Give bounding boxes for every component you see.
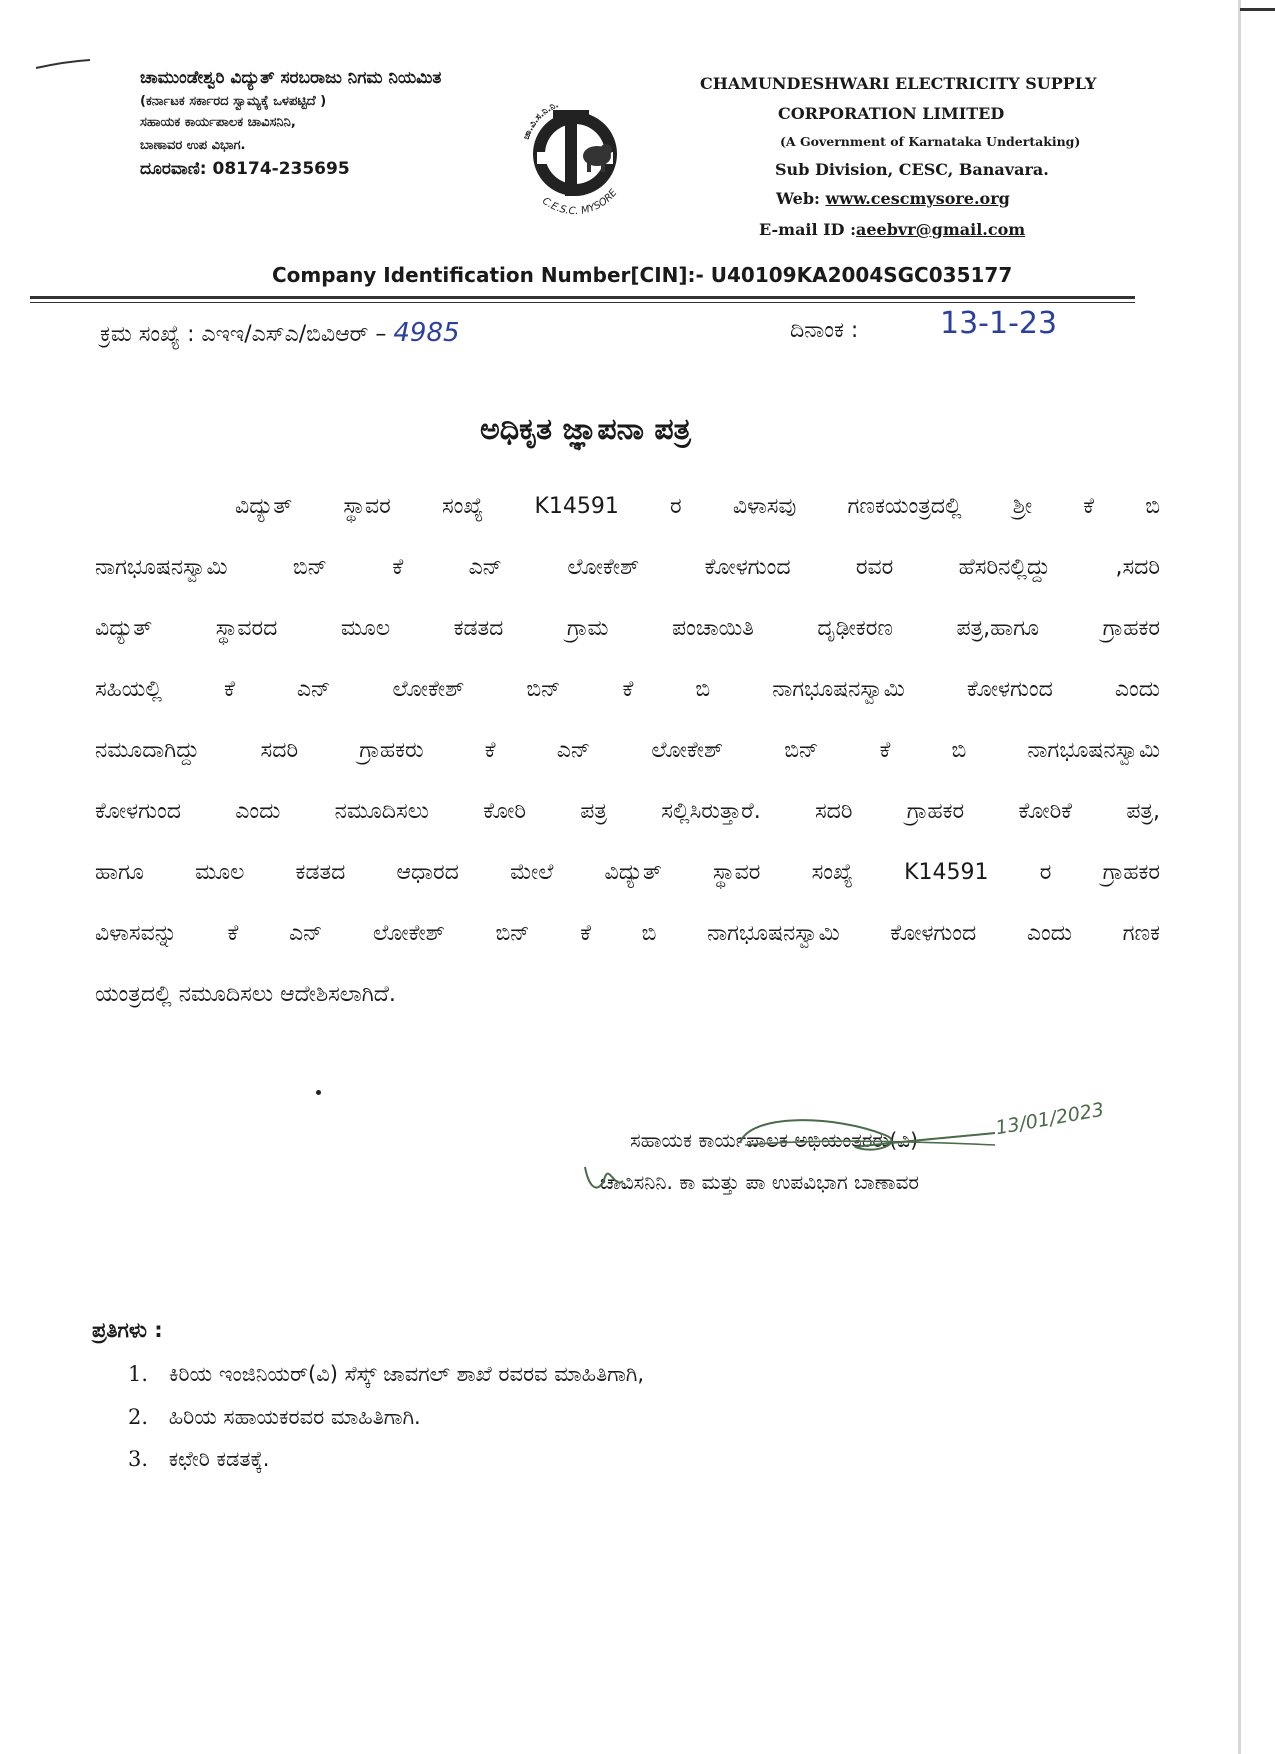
body-line: ನಾಗಭೂಷನಸ್ವಾಮಿ ಬಿನ್ ಕೆ ಎನ್ ಲೋಕೇಶ್ ಕೋಳಗುಂದ ರವರ ಹೆಸರಿನಲ್ಲಿದ್ದು ,ಸದರಿ [95,555,1160,580]
header-kannada [140,68,441,179]
copies-heading-label: ಪ್ರತಿಗಳು : [92,1318,163,1342]
scan-mark [1240,8,1275,11]
header-rule-thick [30,296,1135,299]
copy-item-text: ಕಛೇರಿ ಕಡತಕ್ಕೆ. [168,1447,270,1471]
header-rule-thin [30,302,1135,303]
copy-item-number: 2. [128,1405,149,1429]
body-line: ನಮೂದಾಗಿದ್ದು ಸದರಿ ಗ್ರಾಹಕರು ಕೆ ಎನ್ ಲೋಕೇಶ್ ಬಿನ್ ಕೆ ಬಿ ನಾಗಭೂಷನಸ್ವಾಮಿ [95,738,1160,763]
copies-heading [92,1318,163,1343]
reference-label: ಕ್ರಮ ಸಂಖ್ಯೆ : ಎಇಇ/ಎಸ್ಎ/ಬಿವಿಆರ್ – [100,322,387,347]
email-link[interactable]: aeebvr@gmail.com [856,220,1026,239]
copy-item-text: ಕಿರಿಯ ಇಂಜಿನಿಯರ್(ವಿ) ಸೆಸ್ಕ್ ಜಾವಗಲ್ ಶಾಖೆ ರವರವ ಮಾಹಿತಿಗಾಗಿ, [168,1362,645,1386]
body-line: ಹಾಗೂ ಮೂಲ ಕಡತದ ಆಧಾರದ ಮೇಲೆ ವಿದ್ಯುತ್ ಸ್ಥಾವರ ಸಂಖ್ಯೆ K14591 ರ ಗ್ರಾಹಕರ [95,860,1160,885]
email-label: E-mail ID : [759,220,856,239]
body-line: ಯಂತ್ರದಲ್ಲಿ ನಮೂದಿಸಲು ಆದೇಶಿಸಲಾಗಿದೆ. [95,982,396,1007]
web-label: Web: [776,189,820,208]
body-line: ವಿಳಾಸವನ್ನು ಕೆ ಎನ್ ಲೋಕೇಶ್ ಬಿನ್ ಕೆ ಬಿ ನಾಗಭೂಷನಸ್ವಾಮಿ ಕೋಳಗುಂದ ಎಂದು ಗಣಕ [95,921,1160,946]
govt-undertaking-en: (A Government of Karnataka Undertaking) [780,134,1081,149]
scan-edge [1238,0,1241,1754]
body-line: ವಿದ್ಯುತ್ ಸ್ಥಾವರದ ಮೂಲ ಕಡತದ ಗ್ರಾಮ ಪಂಚಾಯಿತಿ ದೃಢೀಕರಣ ಪತ್ರ,ಹಾಗೂ ಗ್ರಾಹಕರ [95,616,1160,641]
office-line-kn: ಸಹಾಯಕ ಕಾರ್ಯಪಾಲಕ ಚಾವಿಸನಿನಿ, [140,115,296,130]
copy-item [128,1447,269,1472]
cesc-logo [505,82,645,222]
date-label: ದಿನಾಂಕ : [790,318,859,343]
email-line [759,220,1025,239]
signatory-office: ಚಾವಿಸನಿನಿ. ಕಾ ಮತ್ತು ಪಾ ಉಪವಿಭಾಗ ಬಾಣಾವರ [600,1170,919,1194]
copy-item-text: ಹಿರಿಯ ಸಹಾಯಕರವರ ಮಾಹಿತಿಗಾಗಿ. [168,1405,421,1429]
stray-dot [316,1090,321,1095]
org-name-kn: ಚಾಮುಂಡೇಶ್ವರಿ ವಿದ್ಯುತ್ ಸರಬರಾಜು ನಿಗಮ ನಿಯಮಿತ [140,68,442,88]
page-title: ಅಧಿಕೃತ ಜ್ಞಾಪನಾ ಪತ್ರ [480,412,691,447]
copy-item-number: 3. [128,1447,149,1471]
phone-line [140,159,441,179]
org-name-en-2: CORPORATION LIMITED [778,104,1005,123]
body-line: ಕೋಳಗುಂದ ಎಂದು ನಮೂದಿಸಲು ಕೋರಿ ಪತ್ರ ಸಲ್ಲಿಸಿರುತ್ತಾರೆ. ಸದರಿ ಗ್ರಾಹಕರ ಕೋರಿಕೆ ಪತ್ರ, [95,799,1160,824]
date-value: 13-1-23 [940,306,1058,341]
body-line: ವಿದ್ಯುತ್ ಸ್ಥಾವರ ಸಂಖ್ಯೆ K14591 ರ ವಿಳಾಸವು ಗಣಕಯಂತ್ರದಲ್ಲಿ ಶ್ರೀ ಕೆ ಬಿ [235,494,1160,519]
phone-label: ದೂರವಾಣಿ: [140,159,207,179]
pen-mark [34,58,94,72]
logo-ring-kn: ಚಾ.ವಿ.ಸ.ನಿ.ನಿ. [521,100,561,142]
copy-item-number: 1. [128,1362,149,1386]
copy-item [128,1405,421,1430]
govt-line-kn: (ಕರ್ನಾಟಕ ಸರ್ಕಾರದ ಸ್ವಾಮ್ಯಕ್ಕೆ ಒಳಪಟ್ಟಿದೆ ) [140,94,327,109]
web-line [776,189,1010,208]
subdivision-en: Sub Division, CESC, Banavara. [775,160,1049,179]
org-name-en-1: CHAMUNDESHWARI ELECTRICITY SUPPLY [700,74,1097,93]
logo-ring-en: C.E.S.C. MYSORE [540,187,620,218]
web-link[interactable]: www.cescmysore.org [825,189,1010,208]
signature-date: 13/01/2023 [993,1098,1106,1140]
reference-number-line [100,318,460,348]
body-line: ಸಹಿಯಲ್ಲಿ ಕೆ ಎನ್ ಲೋಕೇಶ್ ಬಿನ್ ಕೆ ಬಿ ನಾಗಭೂಷನಸ್ವಾಮಿ ಕೋಳಗುಂದ ಎಂದು [95,677,1160,702]
reference-number: 4985 [393,318,460,348]
phone-number: 08174-235695 [212,159,350,179]
signatory-designation: ಸಹಾಯಕ ಕಾರ್ಯಪಾಲಕ ಅಭಿಯಂತರರು(ವಿ) [630,1128,918,1152]
copy-item [128,1362,644,1387]
cin-line: Company Identification Number[CIN]:- U40109KA2004SGC035177 [272,263,1013,287]
subdivision-line-kn: ಬಾಣಾವರ ಉಪ ವಿಭಾಗ. [140,138,246,153]
